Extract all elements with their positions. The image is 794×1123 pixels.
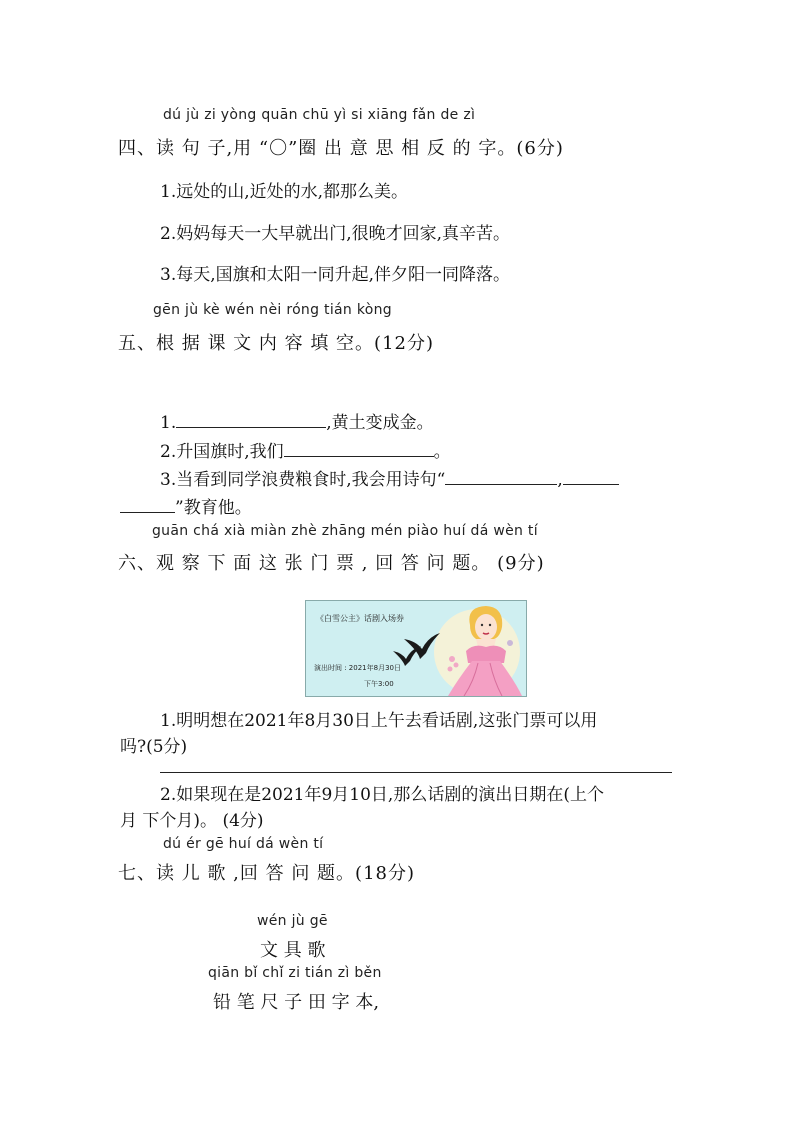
ticket-hour: 下午3:00	[364, 680, 394, 688]
ticket-image	[305, 600, 527, 697]
q3-mid: ,	[557, 470, 563, 490]
section7-heading: 七、读 儿 歌 ,回 答 问 题。(18分)	[118, 863, 415, 884]
q1-prefix: 1.	[160, 413, 177, 433]
answer-blank[interactable]	[284, 440, 434, 457]
section6-question-1: 1.明明想在2021年8月30日上午去看话剧,这张门票可以用	[160, 711, 598, 731]
poem-line-1: 铅 笔 尺 子 田 字 本,	[213, 992, 380, 1013]
section6-pinyin: guān chá xià miàn zhè zhāng mén piào huí dá wèn tí	[152, 523, 538, 539]
answer-blank[interactable]	[176, 411, 326, 428]
section5-heading: 五、根 据 课 文 内 容 填 空。(12分)	[118, 333, 434, 354]
answer-blank[interactable]	[120, 496, 175, 513]
section6-heading: 六、观 察 下 面 这 张 门 票 , 回 答 问 题。 (9分)	[118, 553, 545, 574]
poem-title-pinyin: wén jù gē	[257, 913, 328, 929]
section5-question-3	[160, 465, 619, 490]
section5-pinyin: gēn jù kè wén nèi róng tián kòng	[153, 302, 392, 318]
answer-blank[interactable]	[563, 468, 619, 485]
q2-suffix: 。	[433, 442, 451, 462]
section4-heading: 四、读 句 子,用 “〇”圈 出 意 思 相 反 的 字。(6分)	[118, 138, 564, 159]
q3-prefix: 3.当看到同学浪费粮食时,我会用诗句“	[160, 470, 446, 490]
q3-suffix: ”教育他。	[175, 498, 252, 518]
answer-line[interactable]	[160, 772, 672, 773]
section6-question-2-cont: 月 下个月)。 (4分)	[120, 811, 264, 831]
section5-question-2	[160, 437, 451, 462]
section5-question-3-cont	[120, 493, 252, 518]
q2-prefix: 2.升国旗时,我们	[160, 442, 284, 462]
section7-pinyin: dú ér gē huí dá wèn tí	[163, 836, 324, 852]
princess-illustration	[444, 603, 524, 696]
section6-question-2: 2.如果现在是2021年9月10日,那么话剧的演出日期在(上个	[160, 785, 604, 805]
section4-item-2: 2.妈妈每天一大早就出门,很晚才回家,真辛苦。	[160, 224, 511, 244]
answer-blank[interactable]	[445, 468, 557, 485]
ticket-title: 《白雪公主》话剧入场券	[316, 614, 404, 623]
section4-item-3: 3.每天,国旗和太阳一同升起,伴夕阳一同降落。	[160, 265, 511, 285]
ticket-time: 演出时间 : 2021年8月30日	[314, 664, 401, 672]
section4-pinyin: dú jù zi yòng quān chū yì si xiāng fǎn de zì	[163, 107, 476, 123]
q1-suffix: ,黄土变成金。	[326, 413, 434, 433]
section4-item-1: 1.远处的山,近处的水,都那么美。	[160, 182, 409, 202]
section6-question-1-cont: 吗?(5分)	[120, 737, 188, 757]
section5-question-1	[160, 408, 434, 433]
poem-title: 文 具 歌	[260, 940, 326, 961]
poem-line1-pinyin: qiān bǐ chǐ zi tián zì běn	[208, 965, 382, 981]
